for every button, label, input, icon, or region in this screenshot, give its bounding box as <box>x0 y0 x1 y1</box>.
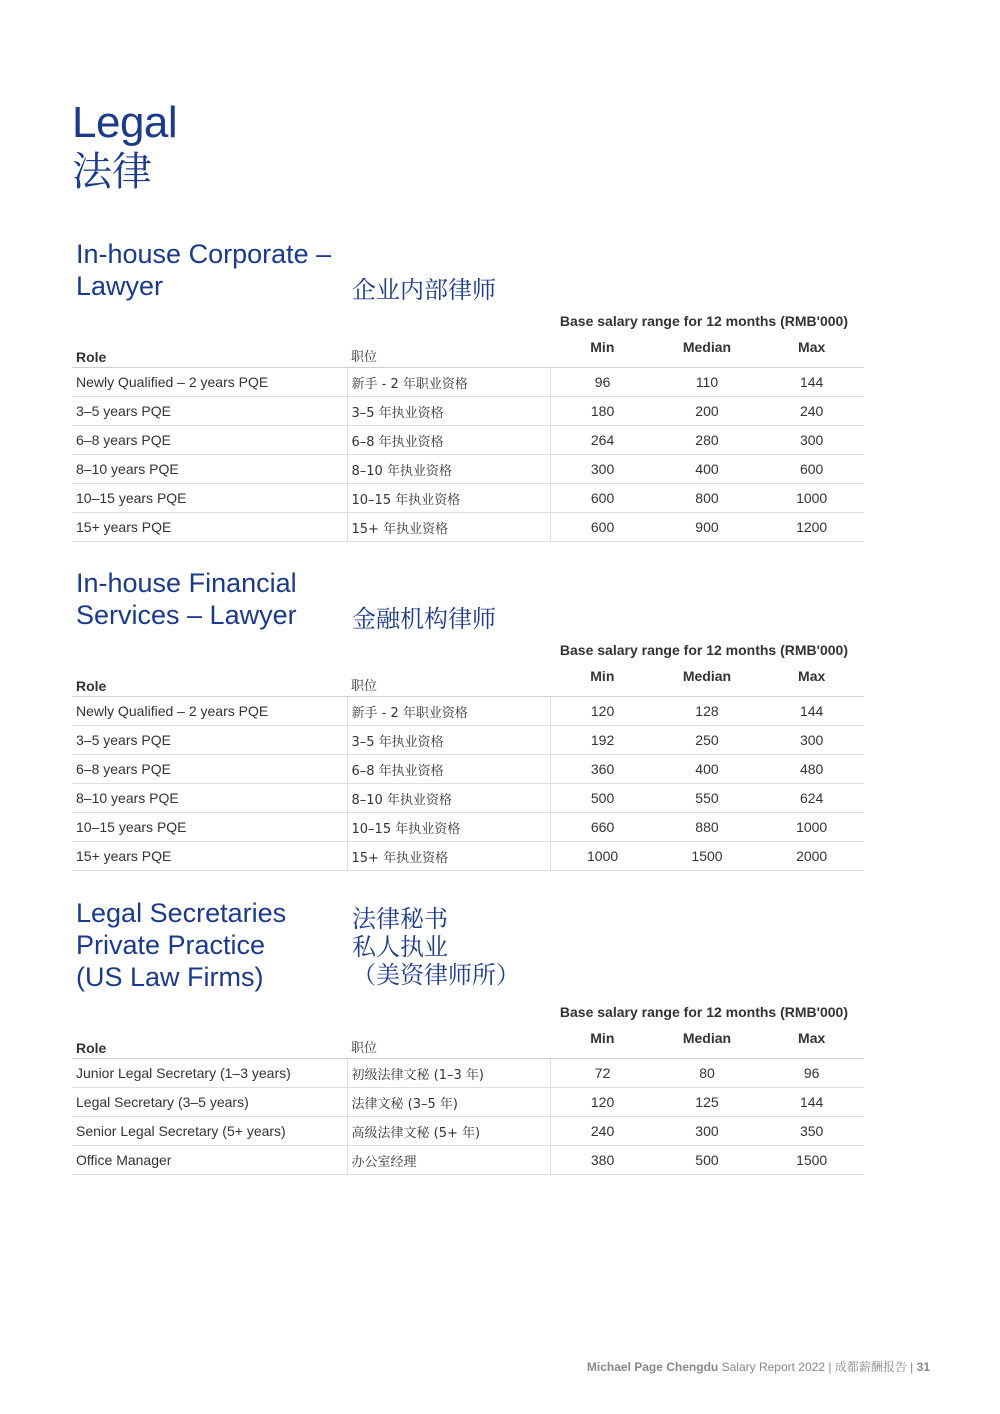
cell-role: 10–15 years PQE <box>72 813 347 842</box>
header-max: Max <box>759 1023 864 1059</box>
cell-role: Newly Qualified – 2 years PQE <box>72 368 347 397</box>
section-title-zh <box>352 905 520 989</box>
cell-role-zh: 3–5 年执业资格 <box>347 726 550 755</box>
table-row <box>72 842 864 871</box>
cell-max: 1500 <box>759 1146 864 1175</box>
header-median: Median <box>655 332 760 368</box>
cell-role-zh: 6–8 年执业资格 <box>347 755 550 784</box>
table-row <box>72 426 864 455</box>
section-title-en-line: Private Practice <box>76 930 266 960</box>
cell-max: 300 <box>759 726 864 755</box>
table-row <box>72 368 864 397</box>
cell-max: 144 <box>759 1088 864 1117</box>
cell-median: 128 <box>655 697 760 726</box>
table-row <box>72 397 864 426</box>
cell-role: Office Manager <box>72 1146 347 1175</box>
table-row <box>72 1059 864 1088</box>
cell-role: Senior Legal Secretary (5+ years) <box>72 1117 347 1146</box>
salary-range-label: Base salary range for 12 months (RMB'000) <box>559 642 848 658</box>
page-title-zh: 法律 <box>72 149 152 195</box>
cell-median: 400 <box>655 755 760 784</box>
cell-max: 480 <box>759 755 864 784</box>
cell-role: Legal Secretary (3–5 years) <box>72 1088 347 1117</box>
cell-role-zh: 6–8 年执业资格 <box>347 426 550 455</box>
cell-role: 6–8 years PQE <box>72 426 347 455</box>
header-role-zh: 职位 <box>347 661 550 697</box>
footer-zh: 成都薪酬报告 <box>834 1360 907 1374</box>
header-min: Min <box>550 332 655 368</box>
salary-table <box>72 661 864 871</box>
cell-max: 350 <box>759 1117 864 1146</box>
cell-min: 264 <box>550 426 655 455</box>
cell-median: 400 <box>655 455 760 484</box>
section-title-en-line: In-house Financial <box>76 568 297 598</box>
page-title-en: Legal <box>72 98 178 147</box>
cell-min: 660 <box>550 813 655 842</box>
section-title-zh-line: （美资律师所） <box>352 961 520 989</box>
table-row <box>72 697 864 726</box>
cell-median: 200 <box>655 397 760 426</box>
cell-role-zh: 3–5 年执业资格 <box>347 397 550 426</box>
section-title-en <box>76 238 331 302</box>
cell-median: 125 <box>655 1088 760 1117</box>
cell-max: 144 <box>759 368 864 397</box>
cell-max: 600 <box>759 455 864 484</box>
cell-role-zh: 初级法律文秘 (1–3 年) <box>347 1059 550 1088</box>
cell-median: 1500 <box>655 842 760 871</box>
page-footer <box>587 1358 930 1375</box>
cell-role-zh: 办公室经理 <box>347 1146 550 1175</box>
cell-role: Newly Qualified – 2 years PQE <box>72 697 347 726</box>
table-row <box>72 1146 864 1175</box>
section-title-zh: 金融机构律师 <box>352 605 496 633</box>
table-row <box>72 513 864 542</box>
section-title-en <box>76 897 286 993</box>
cell-median: 110 <box>655 368 760 397</box>
cell-role-zh: 8–10 年执业资格 <box>347 455 550 484</box>
footer-separator: | <box>910 1360 914 1374</box>
cell-min: 180 <box>550 397 655 426</box>
cell-median: 280 <box>655 426 760 455</box>
cell-median: 900 <box>655 513 760 542</box>
page-title <box>72 98 177 196</box>
salary-range-label: Base salary range for 12 months (RMB'000) <box>559 1004 848 1020</box>
section-title-en <box>76 567 297 631</box>
cell-max: 624 <box>759 784 864 813</box>
section-header <box>72 238 864 304</box>
cell-max: 144 <box>759 697 864 726</box>
section-title-zh-line: 法律秘书 <box>352 905 448 933</box>
table-row <box>72 1088 864 1117</box>
header-median: Median <box>655 1023 760 1059</box>
cell-max: 1200 <box>759 513 864 542</box>
cell-role-zh: 新手 - 2 年职业资格 <box>347 697 550 726</box>
table-row <box>72 813 864 842</box>
footer-separator: | <box>828 1360 832 1374</box>
cell-min: 600 <box>550 484 655 513</box>
header-min: Min <box>550 661 655 697</box>
page-number: 31 <box>916 1360 930 1374</box>
cell-role-zh: 8–10 年执业资格 <box>347 784 550 813</box>
cell-median: 80 <box>655 1059 760 1088</box>
cell-role-zh: 15+ 年执业资格 <box>347 842 550 871</box>
cell-role: 3–5 years PQE <box>72 726 347 755</box>
cell-role: 6–8 years PQE <box>72 755 347 784</box>
cell-min: 1000 <box>550 842 655 871</box>
footer-report: Salary Report 2022 <box>721 1360 825 1374</box>
table-header-row <box>72 332 864 368</box>
cell-role: 8–10 years PQE <box>72 455 347 484</box>
cell-role: Junior Legal Secretary (1–3 years) <box>72 1059 347 1088</box>
header-role: Role <box>72 1023 347 1059</box>
salary-table <box>72 332 864 542</box>
section-title-en-line: Services – Lawyer <box>76 600 297 630</box>
cell-role-zh: 法律文秘 (3–5 年) <box>347 1088 550 1117</box>
header-role-zh: 职位 <box>347 332 550 368</box>
section-title-en-line: Lawyer <box>76 271 164 301</box>
cell-role: 3–5 years PQE <box>72 397 347 426</box>
cell-max: 240 <box>759 397 864 426</box>
cell-role: 10–15 years PQE <box>72 484 347 513</box>
header-role-zh: 职位 <box>347 1023 550 1059</box>
cell-role: 15+ years PQE <box>72 513 347 542</box>
cell-role-zh: 新手 - 2 年职业资格 <box>347 368 550 397</box>
header-median: Median <box>655 661 760 697</box>
cell-role: 15+ years PQE <box>72 842 347 871</box>
salary-table <box>72 1023 864 1175</box>
section-header <box>72 897 864 995</box>
cell-min: 120 <box>550 697 655 726</box>
cell-role-zh: 15+ 年执业资格 <box>347 513 550 542</box>
cell-min: 72 <box>550 1059 655 1088</box>
cell-role-zh: 高级法律文秘 (5+ 年) <box>347 1117 550 1146</box>
cell-min: 96 <box>550 368 655 397</box>
cell-min: 300 <box>550 455 655 484</box>
section-title-zh-line: 私人执业 <box>352 933 448 961</box>
section-in-house-corporate-lawyer <box>72 238 864 542</box>
section-title-en-line: (US Law Firms) <box>76 962 264 992</box>
cell-median: 500 <box>655 1146 760 1175</box>
table-row <box>72 784 864 813</box>
cell-role: 8–10 years PQE <box>72 784 347 813</box>
table-header-row <box>72 661 864 697</box>
cell-min: 360 <box>550 755 655 784</box>
cell-min: 500 <box>550 784 655 813</box>
header-role: Role <box>72 661 347 697</box>
cell-max: 96 <box>759 1059 864 1088</box>
section-title-en-line: In-house Corporate – <box>76 239 332 269</box>
cell-role-zh: 10–15 年执业资格 <box>347 484 550 513</box>
section-legal-secretaries <box>72 897 864 1175</box>
table-row <box>72 455 864 484</box>
cell-max: 1000 <box>759 484 864 513</box>
table-row <box>72 726 864 755</box>
cell-min: 240 <box>550 1117 655 1146</box>
cell-median: 880 <box>655 813 760 842</box>
cell-min: 192 <box>550 726 655 755</box>
section-title-zh: 企业内部律师 <box>352 276 496 304</box>
cell-median: 800 <box>655 484 760 513</box>
section-header <box>72 567 864 633</box>
header-max: Max <box>759 332 864 368</box>
table-row <box>72 484 864 513</box>
cell-median: 300 <box>655 1117 760 1146</box>
header-min: Min <box>550 1023 655 1059</box>
header-max: Max <box>759 661 864 697</box>
cell-max: 1000 <box>759 813 864 842</box>
table-row <box>72 1117 864 1146</box>
cell-max: 2000 <box>759 842 864 871</box>
cell-min: 380 <box>550 1146 655 1175</box>
cell-median: 250 <box>655 726 760 755</box>
salary-range-label: Base salary range for 12 months (RMB'000) <box>559 313 848 329</box>
cell-max: 300 <box>759 426 864 455</box>
cell-min: 120 <box>550 1088 655 1117</box>
cell-role-zh: 10–15 年执业资格 <box>347 813 550 842</box>
section-title-en-line: Legal Secretaries <box>76 898 287 928</box>
header-role: Role <box>72 332 347 368</box>
cell-min: 600 <box>550 513 655 542</box>
footer-brand: Michael Page Chengdu <box>586 1360 719 1374</box>
table-row <box>72 755 864 784</box>
table-header-row <box>72 1023 864 1059</box>
section-in-house-financial-services-lawyer <box>72 567 864 871</box>
cell-median: 550 <box>655 784 760 813</box>
